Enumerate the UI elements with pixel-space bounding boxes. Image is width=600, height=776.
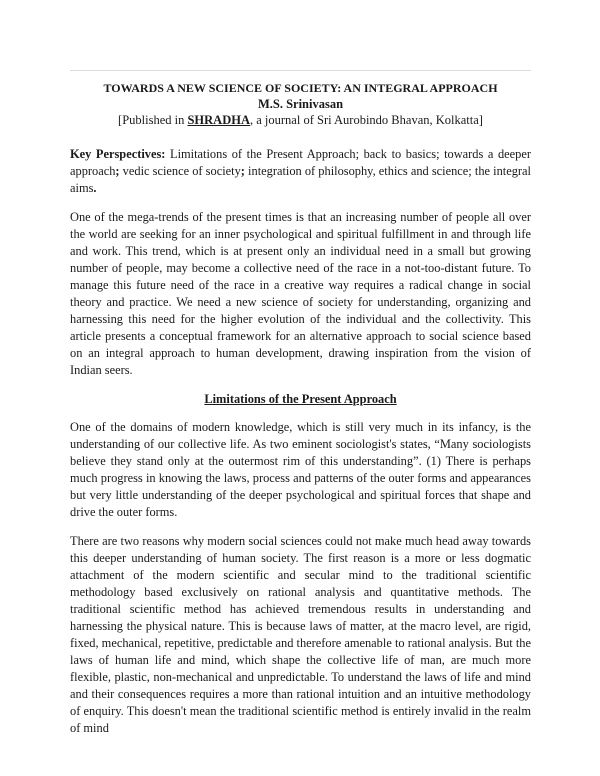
- publication-prefix: [Published in: [118, 113, 188, 127]
- top-rule: [70, 70, 531, 71]
- section-heading: Limitations of the Present Approach: [204, 392, 397, 406]
- key-perspectives: [70, 146, 531, 197]
- key-perspectives-part2: vedic science of society: [119, 164, 241, 178]
- publication-suffix: , a journal of Sri Aurobindo Bhavan, Kolkatta]: [250, 113, 483, 127]
- key-perspectives-sep1: ;: [115, 164, 120, 178]
- author-name: M.S. Srinivasan: [257, 97, 344, 111]
- limitations-paragraph-2: There are two reasons why modern social sciences could not make much head away towards this deeper understanding of human society. The first reason is a more or less dogmatic attachment of the modern scientific and secular mind to the traditional scientific methodology based exclusively on rational analysis and quantitative methods. The traditional scientific method has achieved tremendous results in understanding and harnessing the physical nature. This is because laws of matter, at the macro level, are rigid, fixed, mechanical, repetitive, predictable and therefore amenable to rational analysis. But the laws of human life and mind, which shape the collective life of man, are much more flexible, plastic, non-mechanical and unpredictable. To understand the laws of life and mind and their consequences requires a more than rational intuition and an intuitive methodology of enquiry. This doesn't mean the traditional scientific method is entirely invalid in the realm of mind: [70, 534, 531, 735]
- journal-name: SHRADHA: [187, 113, 250, 127]
- key-perspectives-part1: Limitations of the Present Approach; back to basics; towards a deeper approach: [70, 147, 531, 178]
- key-perspectives-end: .: [93, 181, 97, 195]
- limitations-paragraph-1: One of the domains of modern knowledge, which is still very much in its infancy, is the understanding of our collective life. As two eminent sociologist's states, “Many sociologists believe they stand only at the outermost rim of this understanding”. (1) There is perhaps much progress in knowing the laws, process and patterns of the outer forms and appearances but very little understanding of the deeper psychological and spiritual forces that shape and drive the outer forms.: [70, 420, 531, 519]
- key-perspectives-part3: integration of philosophy, ethics and science; the integral aims: [70, 164, 531, 195]
- document-page: [70, 80, 531, 737]
- key-perspectives-label: Key Perspectives:: [70, 147, 166, 161]
- intro-paragraph: One of the mega-trends of the present times is that an increasing number of people all over the world are seeking for an inner psychological and spiritual fulfillment in and through life and work. This trend, which is at present only an individual need in a small but growing number of people, may become a collective need of the race in a not-too-distant future. To manage this future need of the race in a creative way requires a radical change in social theory and practice. We need a new science of society for understanding, organizing and harnessing this need for the higher evolution of the individual and the collectivity. This article presents a conceptual framework for an alternative approach to social science based on an integral approach to human development, drawing inspiration from the vision of Indian seers.: [70, 210, 531, 377]
- key-perspectives-sep2: ;: [240, 164, 245, 178]
- publication-note: [70, 112, 531, 128]
- document-title: TOWARDS A NEW SCIENCE OF SOCIETY: AN INTEGRAL APPROACH: [103, 81, 498, 95]
- title-block: [70, 80, 531, 128]
